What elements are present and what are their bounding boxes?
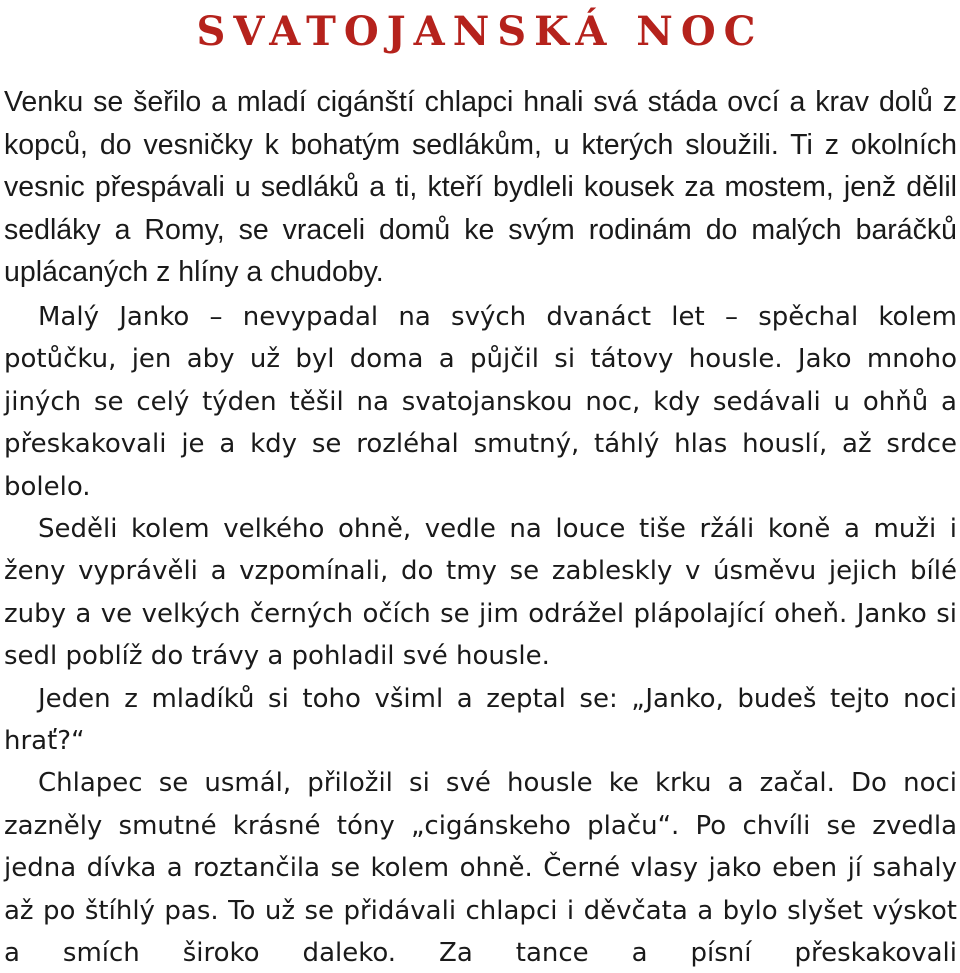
paragraph: Seděli kolem velkého ohně, vedle na louce tiše ržáli koně a muži i ženy vyprávěli a vzpomínali, do tmy se zableskly v úsměvu jejich bílé zuby a ve velkých černých očích se jim odrážel plápolající oheň. Janko si sedl poblíž do trávy a pohladil své housle. — [4, 514, 957, 672]
paragraph: Malý Janko – nevypadal na svých dvanáct let – spěchal kolem potůčku, jen aby už byl doma a půjčil si tátovy housle. Jako mnoho jiných se celý týden těšil na svatojanskou noc, kdy sedávali u ohňů a přeskakovali je a kdy se rozléhal smutný, táhlý hlas houslí, až srdce bolelo. — [4, 302, 957, 502]
document-body — [4, 296, 957, 973]
paragraph: Chlapec se usmál, přiložil si své housle ke krku a začal. Do noci zazněly smutné krásné tóny „cigánskeho plaču“. Po chvíli se zvedla jedna dívka a roztančila se kolem ohně. Černé vlasy jako eben jí sahaly až po štíhlý pas. To už se přidávali chlapci i děvčata a bylo slyšet výskot a smích široko daleko. Za tance a písní přeskakovali — [4, 768, 957, 969]
document-title: SVATOJANSKÁ NOC — [196, 8, 764, 55]
paragraph: Jeden z mladíků si toho všiml a zeptal se: „Janko, budeš tejto noci hrať?“ — [4, 683, 957, 757]
paragraph-intro: Venku se šeřilo a mladí cigánští chlapci hnali svá stáda ovcí a krav dolů z kopců, do vesničky k bohatým sedlákům, u kterých sloužili. Ti z okolních vesnic přespávali u sedláků a ti, kteří bydleli kousek za mostem, jenž dělil sedláky a Romy, se vraceli domů ke svým rodinám do malých baráčků uplácaných z hlíny a chudoby. — [4, 86, 957, 288]
